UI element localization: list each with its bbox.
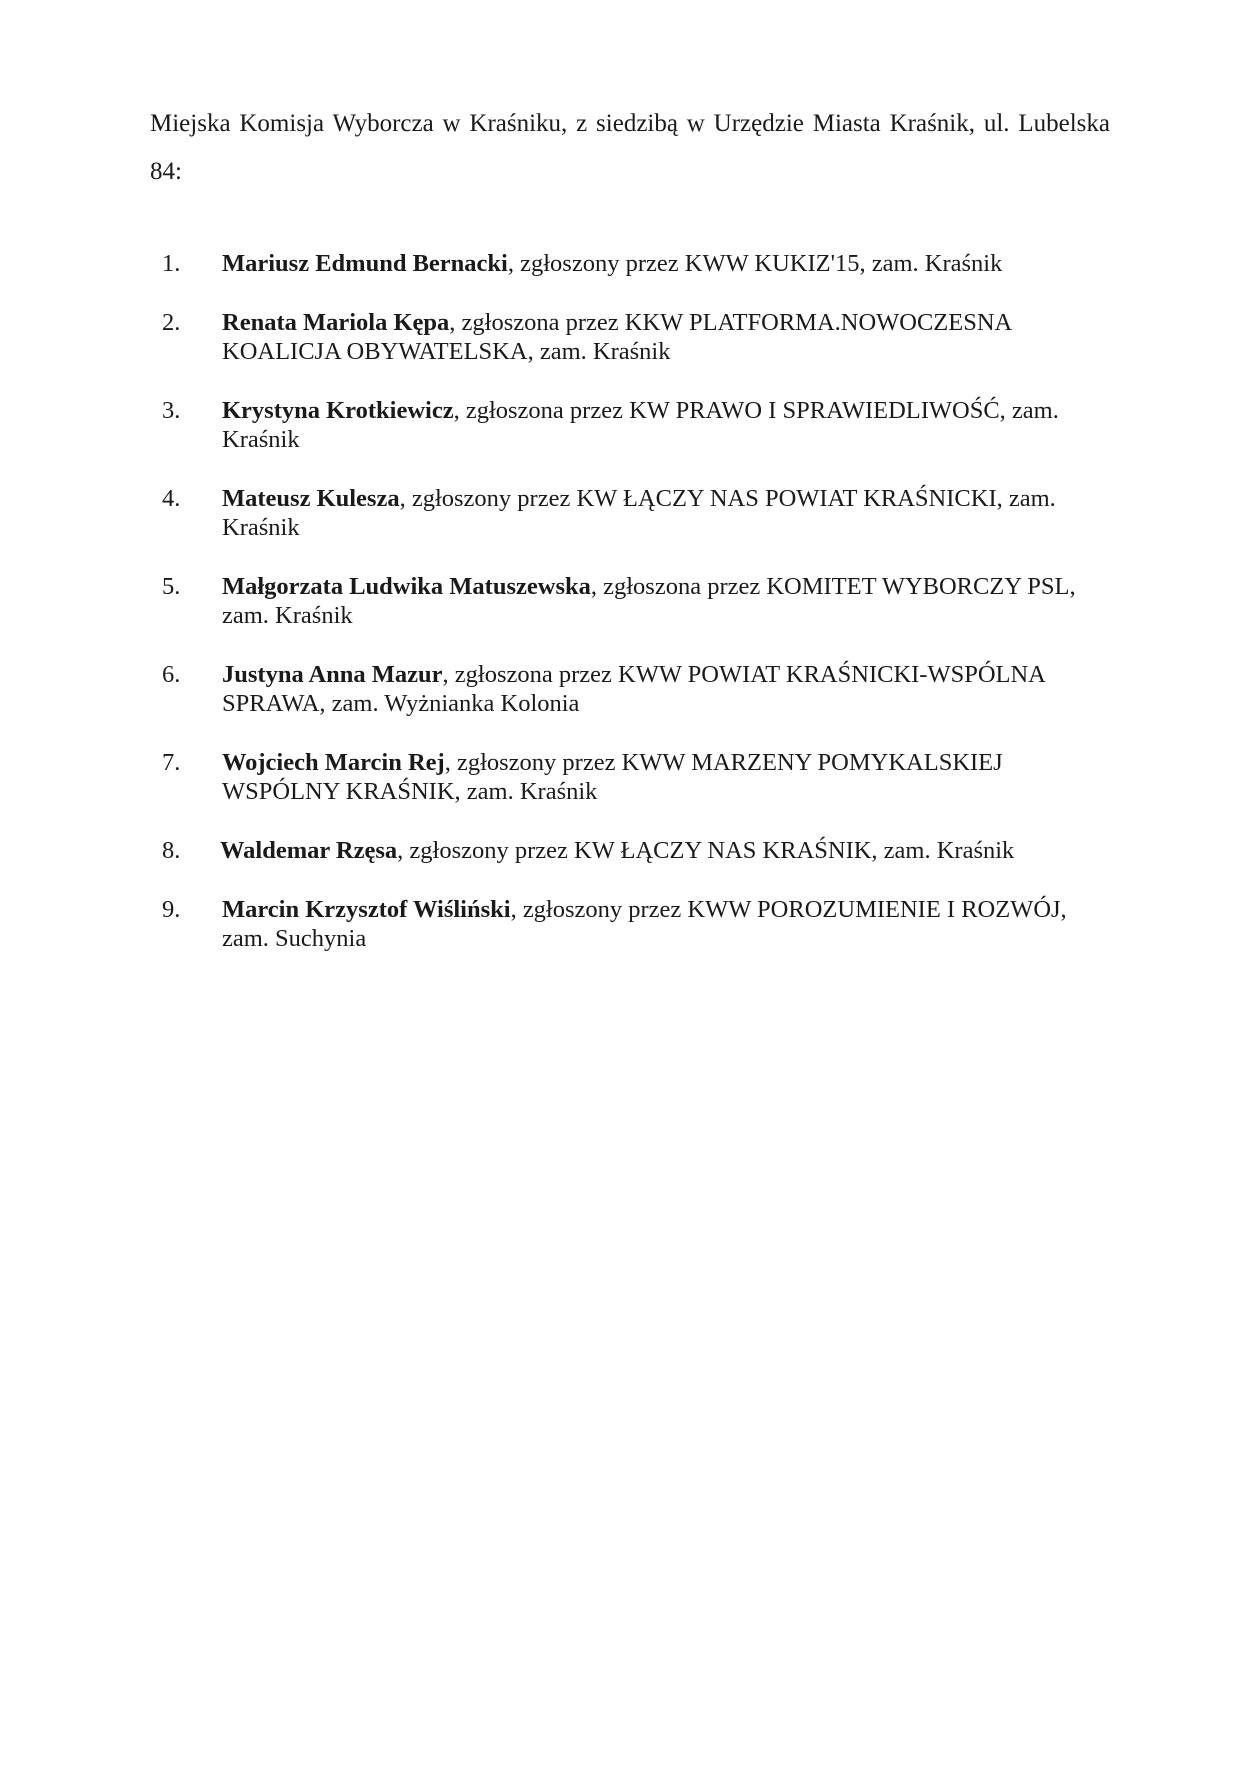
member-name: Mateusz Kulesza bbox=[222, 485, 400, 512]
item-number: 7. bbox=[162, 749, 181, 776]
item-number: 3. bbox=[162, 397, 181, 424]
member-details: , zgłoszony przez KWW POROZUMIENIE I ROZWÓJ, zam. Suchynia bbox=[222, 896, 1067, 952]
member-name: Waldemar Rzęsa bbox=[220, 837, 398, 864]
member-name: Renata Mariola Kępa bbox=[222, 309, 450, 336]
member-details: , zgłoszony przez KW ŁĄCZY NAS POWIAT KRAŚNICKI, zam. Kraśnik bbox=[222, 485, 1056, 541]
member-name: Justyna Anna Mazur bbox=[222, 661, 443, 688]
item-text bbox=[222, 895, 1102, 953]
item-number: 4. bbox=[162, 485, 181, 512]
item-text bbox=[222, 660, 1102, 718]
item-text bbox=[222, 308, 1102, 366]
member-details: , zgłoszona przez KWW POWIAT KRAŚNICKI-WSPÓLNA SPRAWA, zam. Wyżnianka Kolonia bbox=[222, 661, 1045, 717]
member-details: , zgłoszony przez KWW MARZENY POMYKALSKIEJ WSPÓLNY KRAŚNIK, zam. Kraśnik bbox=[222, 749, 1003, 805]
item-number: 6. bbox=[162, 661, 181, 688]
member-details: , zgłoszony przez KW ŁĄCZY NAS KRAŚNIK, zam. Kraśnik bbox=[397, 837, 1015, 864]
member-name: Mariusz Edmund Bernacki bbox=[222, 250, 508, 277]
item-number: 1. bbox=[162, 250, 181, 277]
item-text bbox=[222, 396, 1102, 454]
item-number: 9. bbox=[162, 896, 181, 923]
member-name: Małgorzata Ludwika Matuszewska bbox=[222, 573, 591, 600]
item-text bbox=[222, 748, 1102, 806]
item-number: 8. bbox=[162, 837, 181, 864]
item-text bbox=[222, 484, 1102, 542]
item-text bbox=[220, 836, 1100, 865]
member-details: , zgłoszona przez KKW PLATFORMA.NOWOCZESNA KOALICJA OBYWATELSKA, zam. Kraśnik bbox=[222, 309, 1011, 365]
member-name: Wojciech Marcin Rej bbox=[222, 749, 445, 776]
item-text bbox=[222, 249, 1102, 278]
item-text bbox=[222, 572, 1102, 630]
member-name: Marcin Krzysztof Wiśliński bbox=[222, 896, 511, 923]
member-name: Krystyna Krotkiewicz bbox=[222, 397, 454, 424]
member-details: , zgłoszona przez KOMITET WYBORCZY PSL, zam. Kraśnik bbox=[222, 573, 1076, 629]
commission-heading: Miejska Komisja Wyborcza w Kraśniku, z siedzibą w Urzędzie Miasta Kraśnik, ul. Lubelska 84: bbox=[150, 110, 1110, 185]
member-details: , zgłoszony przez KWW KUKIZ'15, zam. Kraśnik bbox=[507, 250, 1003, 277]
item-number: 5. bbox=[162, 573, 181, 600]
item-number: 2. bbox=[162, 309, 181, 336]
member-details: , zgłoszona przez KW PRAWO I SPRAWIEDLIWOŚĆ, zam. Kraśnik bbox=[222, 397, 1059, 453]
